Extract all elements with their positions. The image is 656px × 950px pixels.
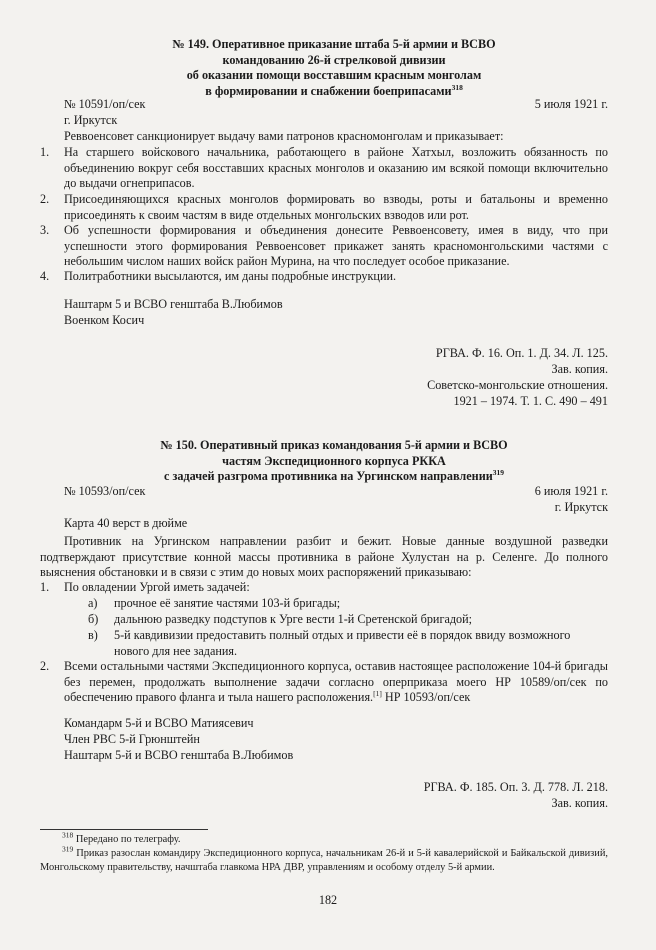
page-number: 182 (318, 893, 338, 907)
doc150-source-line: РГВА. Ф. 185. Оп. 3. Д. 778. Л. 218. (423, 780, 608, 794)
footnote-318 (40, 830, 608, 847)
doc149-item (40, 269, 608, 285)
doc149-source-line: Зав. копия. (551, 362, 608, 376)
item-text (64, 659, 608, 706)
doc150-title-line-text: с задачей разгрома противника на Ургинском направлении (164, 469, 493, 483)
doc149-title-line: об оказании помощи восставшим красным монголам (186, 68, 482, 82)
footnote-ref-318[interactable]: 318 (451, 82, 463, 92)
doc150-title-line: частям Экспедиционного корпуса РККА (222, 453, 446, 468)
doc149-title-line: № 149. Оперативное приказание штаба 5-й армии и ВСВО (172, 37, 496, 51)
doc150-item (40, 659, 608, 706)
doc150-subitem (88, 628, 608, 659)
item-text: По овладении Ургой иметь задачей: (64, 580, 250, 594)
doc149-source-line: РГВА. Ф. 16. Оп. 1. Д. 34. Л. 125. (435, 346, 608, 360)
footnote-number: 319 (62, 844, 74, 854)
doc150-signature: Командарм 5-й и ВСВО Матиясевич (64, 716, 254, 730)
item-number: 4. (40, 269, 50, 283)
doc150-title-line: № 150. Оперативный приказ командования 5-й армии и ВСВО (160, 438, 508, 452)
doc150-item (40, 580, 608, 596)
doc149-place: г. Иркутск (64, 113, 118, 127)
item-text: Присоединяющихся красных монголов формировать во взводы, роты и батальоны и временно присоединять к своим частям в виде отдельных монгольских взводов или рот. (64, 192, 608, 222)
subitem-text: прочное её занятие частями 103-й бригады; (114, 596, 341, 610)
item-number: 1. (40, 580, 50, 594)
doc150-signature: Наштарм 5-й и ВСВО генштаба В.Любимов (64, 748, 294, 762)
doc150-title-line (60, 469, 608, 485)
doc150-source-line: Зав. копия. (551, 796, 608, 810)
footnote-text: Передано по телеграфу. (75, 834, 181, 845)
footnote-319 (40, 844, 608, 874)
item-number: 2. (40, 192, 50, 206)
doc149-source-line: 1921 – 1974. Т. 1. С. 490 – 491 (453, 394, 608, 408)
subitem-letter: в) (88, 628, 98, 642)
doc150-subitem (88, 596, 608, 612)
doc150-signature: Член РВС 5-й Грюнштейн (64, 732, 200, 746)
doc150-place: г. Иркутск (554, 500, 608, 514)
doc149-title-line-text: в формировании и снабжении боеприпасами (205, 83, 452, 98)
doc149-title-line: командованию 26-й стрелковой дивизии (222, 52, 446, 67)
item-text: На старшего войскового начальника, работающего в районе Хатхыл, возложить обязанность по объединению вокруг себя восставших красных монголов и оказанию им всякой помощи включительно до выдачи огнеприпасов. (64, 145, 608, 190)
item-text-body: Всеми остальными частями Экспедиционного корпуса, оставив настоящее расположение 104-й бригады без перемен, продолжать выполнение задачи согласно оперприказа моего НР 10589/оп/сек по обеспечению правого фланга и тыла нашего расположения. (64, 659, 608, 704)
item-text: Политработники высылаются, им даны подробные инструкции. (64, 269, 397, 283)
doc149-source-line: Советско-монгольские отношения. (427, 378, 608, 392)
doc149-signature: Военком Косич (64, 313, 145, 327)
doc149-date: 5 июля 1921 г. (534, 97, 608, 111)
item-number: 1. (40, 145, 50, 159)
footnote-text: Приказ разослан командиру Экспедиционного корпуса, начальникам 26-й и 5-й кавалерийской и Байкальской дивизий, Монгольскому правительству, начштаба главкома НРА ДВР, управлениям и особому отделу 5-й армии. (40, 848, 608, 873)
doc150-date: 6 июля 1921 г. (534, 484, 608, 498)
item-number: 3. (40, 223, 50, 237)
doc149-item (40, 145, 608, 192)
footnote-number: 318 (62, 830, 74, 840)
subitem-letter: б) (88, 612, 99, 626)
doc150-map-note: Карта 40 верст в дюйме (64, 516, 188, 530)
doc149-signature: Наштарм 5 и ВСВО генштаба В.Любимов (64, 297, 283, 311)
doc149-item (40, 223, 608, 270)
doc149-title (60, 37, 608, 99)
subitem-text: дальнюю разведку подступов к Урге вести 1-й Сретенской бригадой; (114, 612, 473, 626)
doc150-number: № 10593/оп/сек (64, 484, 146, 498)
item-text-tail: НР 10593/оп/сек (381, 690, 471, 704)
subitem-letter: а) (88, 596, 98, 610)
footnote-ref-319[interactable]: 319 (492, 467, 504, 477)
subitem-text: 5-й кавдивизии предоставить полный отдых и привести её в порядок ввиду возможного нового для нее задания. (114, 628, 571, 658)
footnote-marker: [1] (373, 688, 382, 698)
item-text: Об успешности формирования и объединения донесите Реввоенсовету, имея в виду, что при успешности этого формирования Реввоенсовет прикажет занять красномонгольскими частями с небольшим числом наших войск район Мурина, на что последует особое приказание. (64, 223, 608, 268)
doc150-subitem (88, 612, 608, 628)
doc150-title (60, 438, 608, 485)
doc149-intro: Реввоенсовет санкционирует выдачу вами патронов красномонголам и приказывает: (64, 129, 504, 143)
doc149-number: № 10591/оп/сек (64, 97, 146, 111)
doc150-intro: Противник на Ургинском направлении разбит и бежит. Новые данные воздушной разведки подтверждают присутствие конной массы противника в районе Хулустан на р. Селенге. До полного выяснения обстановки и в связи с этим до новых моих распоряжений приказываю: (40, 534, 608, 579)
item-number: 2. (40, 659, 50, 673)
doc149-item (40, 192, 608, 223)
